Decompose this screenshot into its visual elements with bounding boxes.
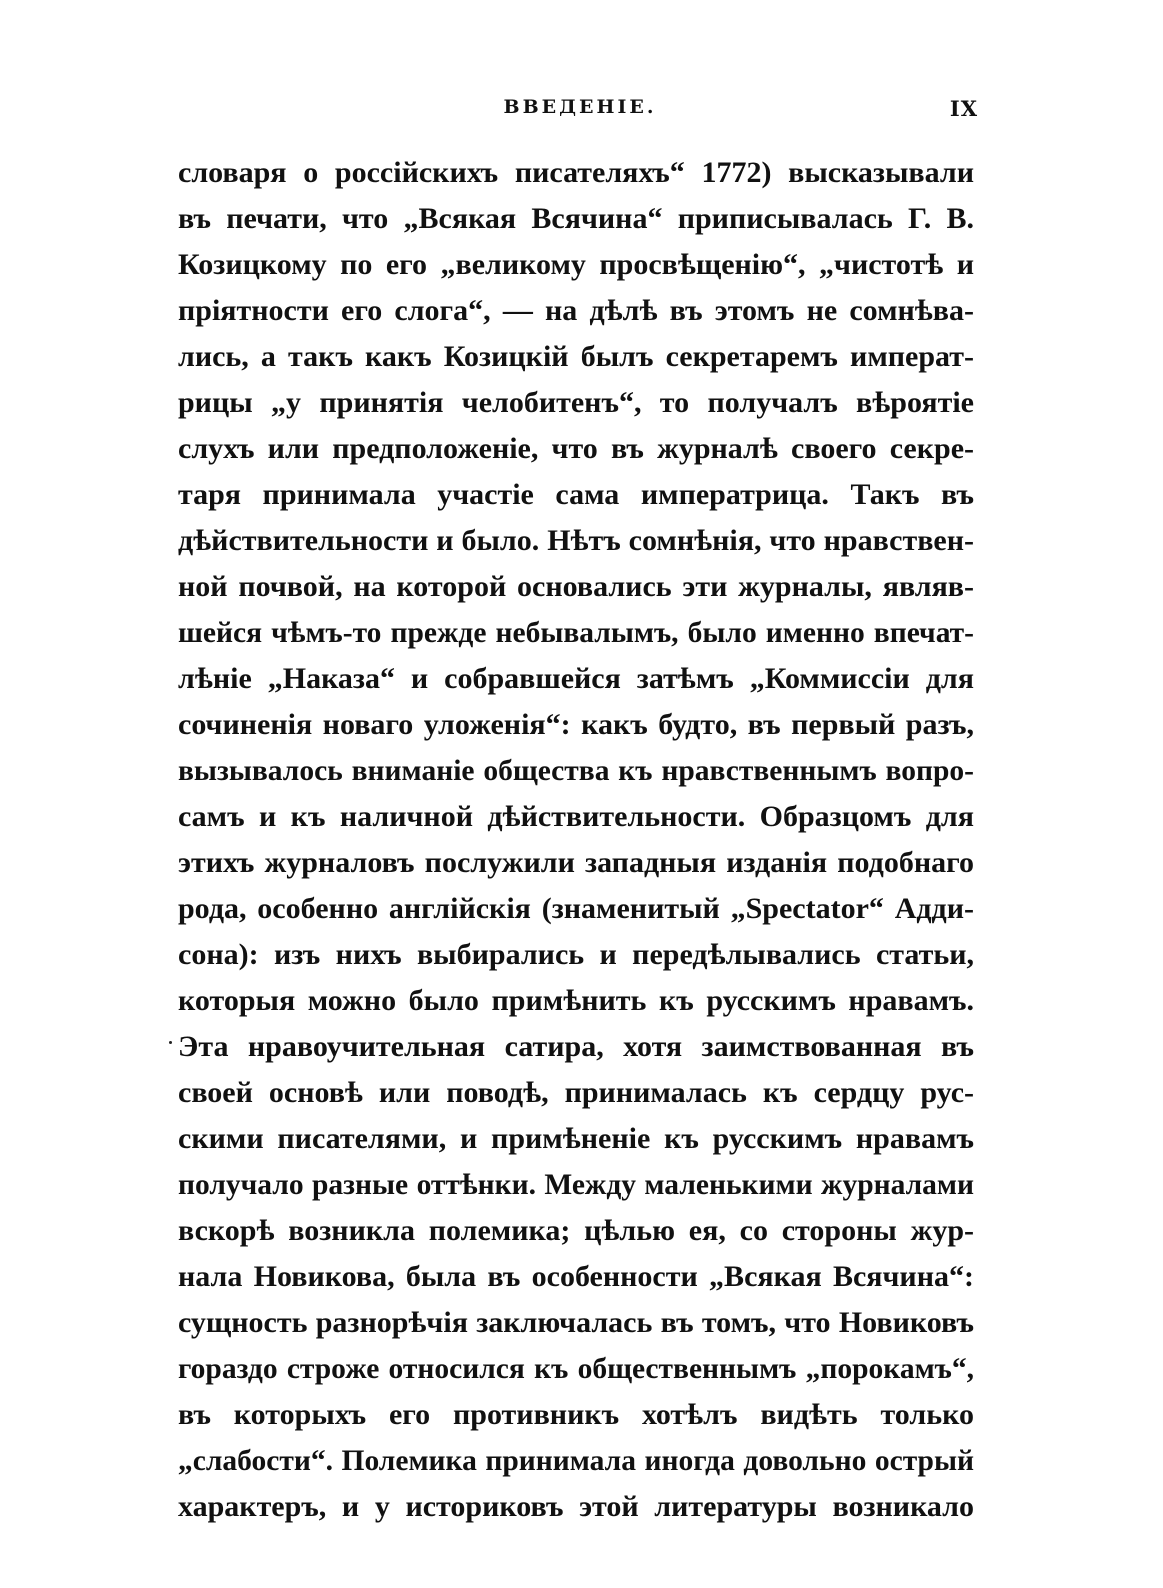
text-line: въ которыхъ его противникъ хотѣлъ видѣть только xyxy=(178,1398,974,1431)
text-line: лѣніе „Наказа“ и собравшейся затѣмъ „Коммиссіи для xyxy=(178,662,974,695)
text-line: своей основѣ или поводѣ, принималась къ сердцу рус- xyxy=(178,1076,974,1109)
text-line: получало разные оттѣнки. Между маленькими журналами xyxy=(178,1169,974,1201)
page-number: IX xyxy=(949,96,978,121)
running-head xyxy=(180,96,980,136)
text-line: сона): изъ нихъ выбирались и передѣлывались статьи, xyxy=(178,938,974,971)
text-line: нала Новикова, была въ особенности „Всякая Всячина“: xyxy=(178,1260,974,1293)
text-line: характеръ, и у историковъ этой литературы возникало xyxy=(178,1490,974,1523)
text-line: пріятности его слога“, — на дѣлѣ въ этомъ не сомнѣва- xyxy=(178,294,974,327)
text-line: рода, особенно англійскія (знаменитый „Spectator“ Адди- xyxy=(178,892,974,925)
text-line: Козицкому по его „великому просвѣщенію“, „чистотѣ и xyxy=(178,248,974,281)
text-line: гораздо строже относился къ общественнымъ „порокамъ“, xyxy=(178,1353,974,1385)
text-line: таря принимала участіе сама императрица. Такъ въ xyxy=(178,478,974,511)
ink-speck xyxy=(169,1041,172,1044)
text-line: въ печати, что „Всякая Всячина“ приписывалась Г. В. xyxy=(178,202,974,235)
text-line: рицы „у принятія челобитенъ“, то получалъ вѣроятіе xyxy=(178,386,974,419)
text-line: шейся чѣмъ-то прежде небывалымъ, было именно впечат- xyxy=(178,617,974,649)
text-line: сущность разнорѣчія заключалась въ томъ, что Новиковъ xyxy=(178,1306,974,1339)
text-line: слухъ или предположеніе, что въ журналѣ своего секре- xyxy=(178,432,974,465)
text-line: лись, а такъ какъ Козицкій былъ секретаремъ императ- xyxy=(178,340,974,373)
text-line: скими писателями, и примѣненіе къ русскимъ нравамъ xyxy=(178,1122,974,1155)
text-line: самъ и къ наличной дѣйствительности. Образцомъ для xyxy=(178,800,974,833)
body-text xyxy=(178,150,974,1530)
text-line: словаря о россійскихъ писателяхъ“ 1772) высказывали xyxy=(178,156,974,189)
text-line: сочиненія новаго уложенія“: какъ будто, въ первый разъ, xyxy=(178,708,974,741)
text-line: Эта нравоучительная сатира, хотя заимствованная въ xyxy=(178,1030,974,1063)
running-title: ВВЕДЕНІЕ. xyxy=(503,96,657,118)
text-line: которыя можно было примѣнить къ русскимъ нравамъ. xyxy=(178,984,974,1017)
text-line: дѣйствительности и было. Нѣтъ сомнѣнія, что нравствен- xyxy=(178,524,974,557)
text-line: ной почвой, на которой основались эти журналы, являв- xyxy=(178,570,974,603)
text-line: вызывалось вниманіе общества къ нравственнымъ вопро- xyxy=(178,755,974,787)
text-line: вскорѣ возникла полемика; цѣлью ея, со стороны жур- xyxy=(178,1214,974,1247)
text-line: „слабости“. Полемика принимала иногда довольно острый xyxy=(178,1445,974,1477)
text-line: этихъ журналовъ послужили западныя изданія подобнаго xyxy=(178,846,974,879)
